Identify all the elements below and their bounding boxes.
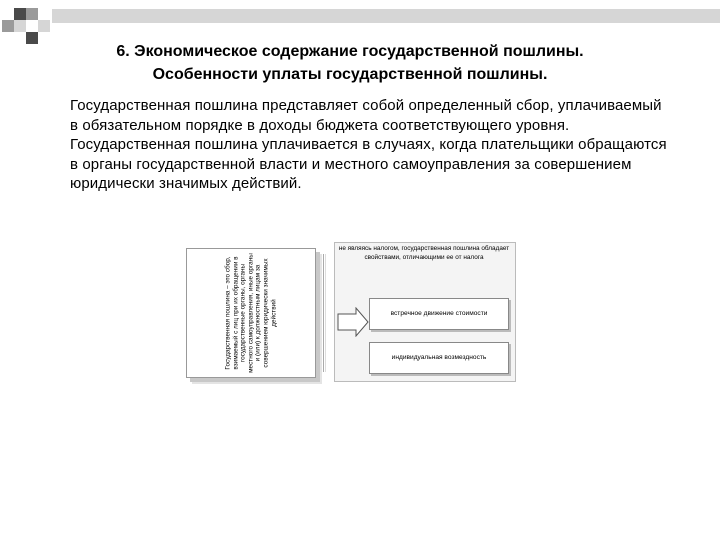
property-1-text: встречное движение стоимости — [390, 310, 488, 317]
title-line-2: Особенности уплаты государственной пошлины. — [152, 66, 548, 83]
header-bar — [52, 9, 720, 23]
slide-title — [40, 40, 660, 86]
deco-square-light — [38, 20, 50, 32]
definition-text: Государственная пошлина – это сбор, взимаемый с лиц при их обращении в государственные органы, органы местного самоуправления, иные органы и (или) к должностным лицам за совершением юридически значимых действий — [224, 253, 277, 373]
deco-square-dark — [14, 8, 26, 20]
definition-box — [186, 248, 316, 378]
property-card-1 — [369, 298, 509, 330]
deco-square-mid — [2, 20, 14, 32]
title-line-1: 6. Экономическое содержание государственной пошлины. — [116, 43, 584, 60]
right-arrow-icon — [336, 307, 370, 337]
deco-square-mid — [26, 8, 38, 20]
deco-square-light — [14, 20, 26, 32]
property-2-text: индивидуальная возмездность — [391, 354, 487, 361]
body-paragraph: Государственная пошлина представляет собой определенный сбор, уплачиваемый в обязательном порядке в доходы бюджета соответствующего уровня. Государственная пошлина уплачивается в случаях, когда плательщики обращаются в органы государственной власти и местного самоуправления за совершением юридически значимых действий. — [70, 97, 667, 192]
header-note: не являясь налогом, государственная пошлина обладает свойствами, отличающими ее от налога — [338, 245, 510, 261]
property-card-2 — [369, 342, 509, 374]
diagram-divider — [323, 254, 324, 372]
deco-square-dark — [26, 32, 38, 44]
